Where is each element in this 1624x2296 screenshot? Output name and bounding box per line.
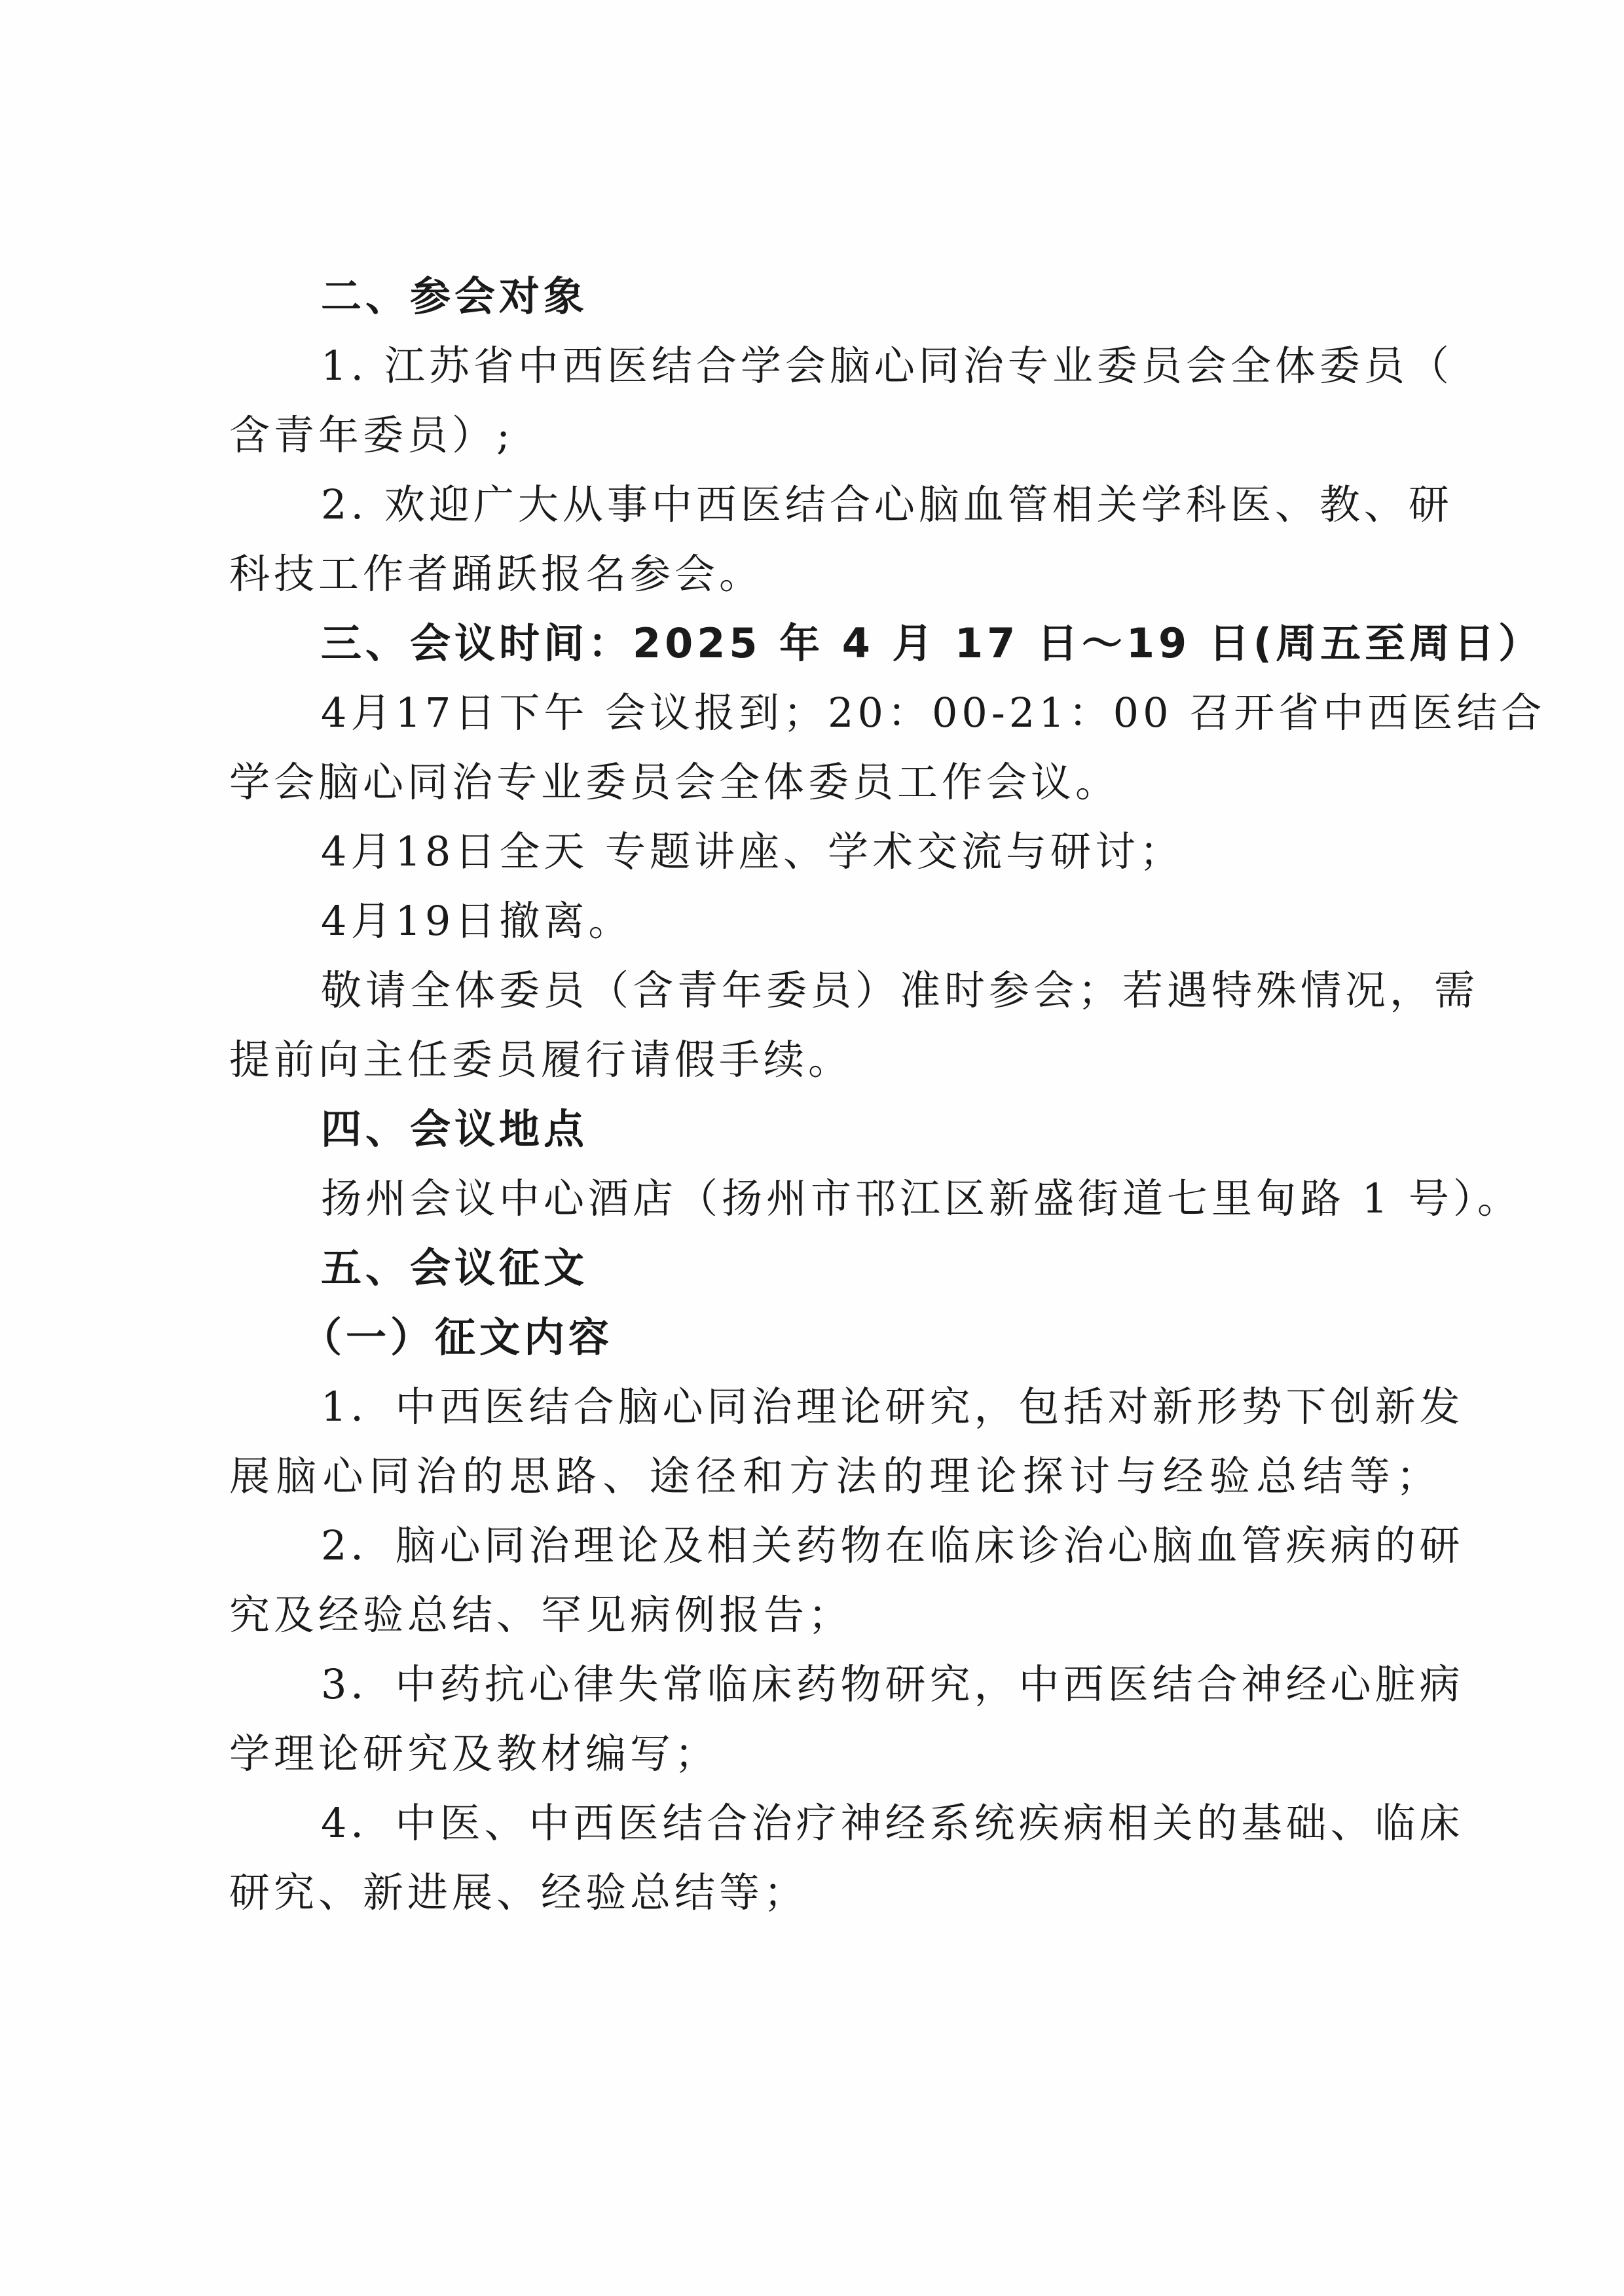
paragraph-line: 4．中医、中西医结合治疗神经系统疾病相关的基础、临床 <box>321 1799 1464 1847</box>
paragraph-line: 2. 欢迎广大从事中西医结合心脑血管相关学科医、教、研 <box>321 481 1453 528</box>
paragraph-line: 学理论研究及教材编写； <box>229 1730 720 1777</box>
paragraph-line: 扬州会议中心酒店（扬州市邗江区新盛街道七里甸路 1 号）。 <box>321 1175 1522 1222</box>
paragraph-line: 2．脑心同治理论及相关药物在临床诊治心脑血管疾病的研 <box>321 1522 1464 1569</box>
section-heading: 四、会议地点 <box>321 1105 589 1153</box>
paragraph-line: 敬请全体委员（含青年委员）准时参会；若遇特殊情况，需 <box>321 966 1479 1014</box>
paragraph-line: 研究、新进展、经验总结等； <box>229 1868 809 1916</box>
paragraph-line: 含青年委员）; <box>229 411 514 459</box>
paragraph-line: 3．中药抗心律失常临床药物研究，中西医结合神经心脏病 <box>321 1660 1464 1708</box>
document-body <box>229 262 1546 1927</box>
section-heading: （一）征文内容 <box>301 1313 614 1361</box>
paragraph-line: 科技工作者踊跃报名参会。 <box>229 550 764 598</box>
paragraph-line: 究及经验总结、罕见病例报告； <box>229 1591 853 1639</box>
paragraph-line: 1．中西医结合脑心同治理论研究，包括对新形势下创新发 <box>321 1383 1464 1430</box>
section-heading: 三、会议时间：2025 年 4 月 17 日～19 日(周五至周日） <box>321 619 1543 667</box>
paragraph-line: 学会脑心同治专业委员会全体委员工作会议。 <box>229 758 1120 806</box>
paragraph-line: 展脑心同治的思路、途径和方法的理论探讨与经验总结等； <box>229 1452 1441 1500</box>
paragraph-line: 4月18日全天 专题讲座、学术交流与研讨； <box>321 828 1185 875</box>
paragraph-line: 提前向主任委员履行请假手续。 <box>229 1036 853 1084</box>
paragraph-line: 4月19日撤离。 <box>321 897 633 945</box>
paragraph-line: 4月17日下午 会议报到；20：00-21：00 召开省中西医结合 <box>321 689 1546 737</box>
section-heading: 五、会议征文 <box>321 1244 589 1292</box>
paragraph-line: 1. 江苏省中西医结合学会脑心同治专业委员会全体委员（ <box>321 342 1453 390</box>
section-heading: 二、参会对象 <box>321 272 589 320</box>
